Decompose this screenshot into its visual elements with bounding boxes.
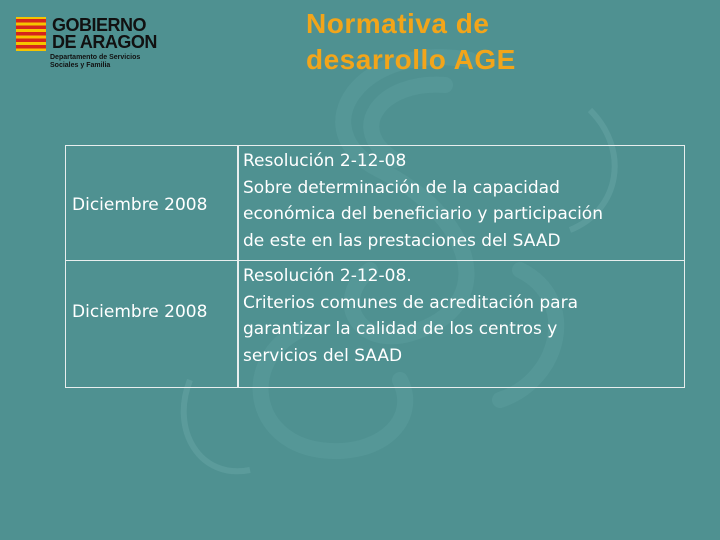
logo-text-gobierno: GOBIERNO bbox=[52, 15, 147, 35]
row-date: Diciembre 2008 bbox=[72, 195, 208, 215]
column-divider bbox=[237, 261, 239, 387]
slide-title-line2: desarrollo AGE bbox=[306, 44, 516, 75]
description-line: Sobre determinación de la capacidad bbox=[243, 177, 560, 198]
slide-title-line1: Normativa de bbox=[306, 8, 490, 39]
logo-department-line2: Sociales y Familia bbox=[50, 62, 111, 69]
normativa-table bbox=[65, 145, 685, 388]
column-divider bbox=[237, 146, 239, 260]
description-line: Criterios comunes de acreditación para bbox=[243, 292, 579, 313]
slide-title bbox=[306, 6, 606, 78]
aragon-flag-icon bbox=[16, 17, 46, 51]
row-description bbox=[243, 263, 673, 369]
description-line: Resolución 2-12-08 bbox=[243, 151, 407, 171]
logo-department-line1: Departamento de Servicios bbox=[50, 54, 141, 61]
table-row bbox=[66, 146, 684, 260]
gobierno-aragon-logo bbox=[16, 15, 176, 85]
description-line: de este en las prestaciones del SAAD bbox=[243, 230, 561, 251]
description-line: garantizar la calidad de los centros y bbox=[243, 319, 558, 339]
row-date: Diciembre 2008 bbox=[72, 302, 208, 322]
description-line: económica del beneficiario y participación bbox=[243, 204, 603, 224]
table-row bbox=[66, 260, 684, 387]
logo-department bbox=[50, 54, 180, 70]
logo-text-de-aragon: DE ARAGON bbox=[52, 32, 157, 52]
row-description bbox=[243, 148, 673, 254]
description-line: Resolución 2-12-08. bbox=[243, 266, 412, 286]
description-line: servicios del SAAD bbox=[243, 345, 403, 366]
